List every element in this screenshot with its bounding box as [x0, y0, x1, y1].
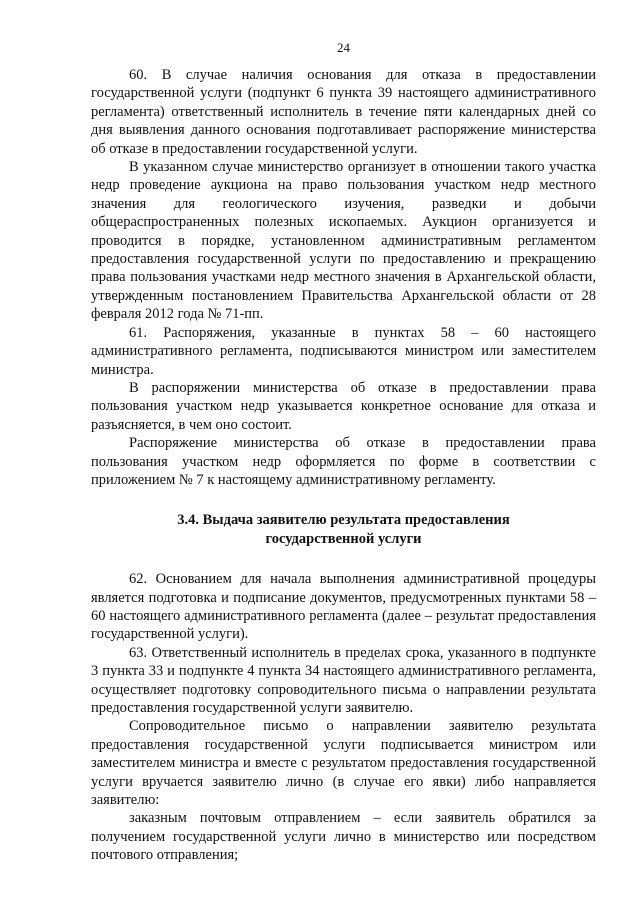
paragraph-63: 63. Ответственный исполнитель в пределах срока, указанного в подпункте 3 пункта 33 и подпункте 4 пункта 34 настоящего административного регламента, осуществляет подготовку сопроводительного письма о направлении результата предоставления государственной услуги заявителю. — [91, 644, 596, 716]
paragraph-61: 61. Распоряжения, указанные в пунктах 58 – 60 настоящего административного регламента, подписываются министром или заместителем министра. — [91, 324, 596, 378]
section-heading-3-4 — [91, 511, 596, 548]
paragraph-registered-mail: заказным почтовым отправлением – если заявитель обратился за получением государственной услуги лично в министерство или посредством почтового отправления; — [91, 810, 596, 864]
paragraph-62: 62. Основанием для начала выполнения административной процедуры является подготовка и подписание документов, предусмотренных пунктами 58 – 60 настоящего административного регламента (далее – результат предоставления государственной услуги). — [91, 571, 596, 643]
section-heading-line-2: государственной услуги — [265, 530, 422, 547]
page-number: 24 — [337, 40, 350, 55]
paragraph-cover-letter: Сопроводительное письмо о направлении заявителю результата предоставления государственной услуги подписывается министром или заместителем министра и вместе с результатом предоставления государственной услуги вручается заявителю лично (в случае его явки) либо направляется заявителю: — [91, 718, 596, 809]
paragraph-60: 60. В случае наличия основания для отказа в предоставлении государственной услуги (подпункт 6 пункта 39 настоящего административного регламента) ответственный исполнитель в течение пяти календарных дней со дня выявления данного основания подготавливает распоряжение министерства об отказе в предоставлении государственной услуги. — [91, 67, 596, 157]
paragraph-refusal-grounds: В распоряжении министерства об отказе в предоставлении права пользования участком недр указывается конкретное основание для отказа и разъясняется, в чем оно состоит. — [91, 379, 596, 433]
document-page — [91, 40, 596, 865]
paragraph-refusal-form: Распоряжение министерства об отказе в предоставлении права пользования участком недр оформляется по форме в соответствии с приложением № 7 к настоящему административному регламенту. — [91, 435, 596, 488]
paragraph-auction: В указанном случае министерство организует в отношении такого участка недр проведение аукциона на право пользования участком недр местного значения для геологического изучения, разведки и добычи общераспространенных полезных ископаемых. Аукцион организуется и проводится в порядке, установленном административным регламентом предоставления государственной услуги по предоставлению и прекращению права пользования участками недр местного значения в Архангельской области, утвержденным постановлением Правительства Архангельской области от 28 февраля 2012 года № 71-пп. — [91, 159, 596, 323]
section-heading-line-1: 3.4. Выдача заявителю результата предоставления — [177, 512, 510, 529]
